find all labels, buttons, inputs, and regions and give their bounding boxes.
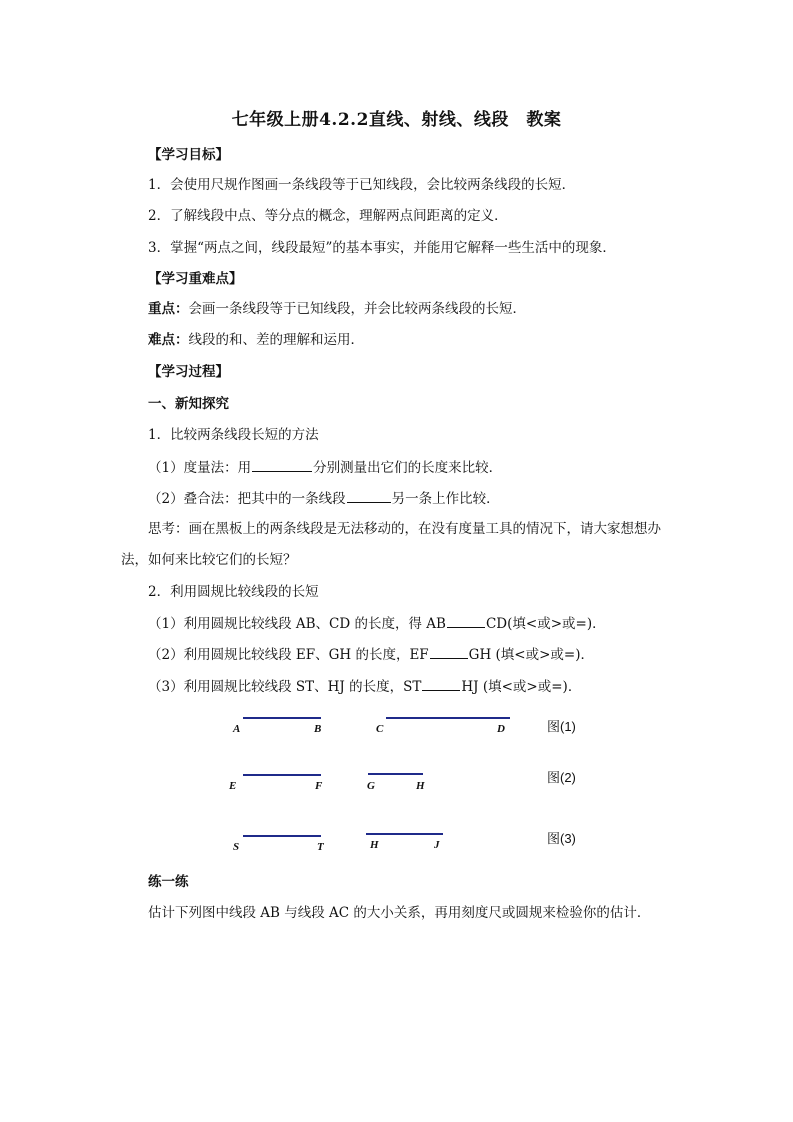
diff-label: 难点： bbox=[148, 332, 189, 348]
item-2: 2．利用圆规比较线段的长短 bbox=[148, 584, 319, 600]
overlap-text-a: （2）叠合法：把其中的一条线段 bbox=[148, 491, 346, 507]
label-d: D bbox=[497, 723, 505, 735]
page-title: 七年级上册4.2.2直线、射线、线段 教案 bbox=[231, 110, 562, 130]
c2-text-b: GH (填<或>或=)． bbox=[468, 647, 594, 663]
label-c: C bbox=[376, 723, 384, 735]
goal-2: 2．了解线段中点、等分点的概念，理解两点间距离的定义． bbox=[148, 208, 508, 224]
practice-text: 估计下列图中线段 AB 与线段 AC 的大小关系，再用刻度尺或圆规来检验你的估计． bbox=[148, 905, 651, 921]
diff-text: 线段的和、差的理解和运用． bbox=[188, 332, 364, 348]
practice-heading: 练一练 bbox=[148, 874, 189, 890]
goal-1: 1．会使用尺规作图画一条线段等于已知线段，会比较两条线段的长短． bbox=[148, 177, 576, 193]
process-heading: 【学习过程】 bbox=[148, 364, 229, 380]
key-heading: 【学习重难点】 bbox=[148, 271, 243, 287]
measure-text-b: 分别测量出它们的长度来比较． bbox=[313, 460, 503, 476]
c2-text-a: （2）利用圆规比较线段 EF、GH 的长度，EF bbox=[148, 647, 429, 663]
overlap-text-b: 另一条上作比较． bbox=[391, 491, 500, 507]
think-line-2: 法，如何来比较它们的长短？ bbox=[121, 552, 297, 568]
figure-3-caption: 图(3) bbox=[547, 831, 576, 846]
part-one-heading: 一、新知探究 bbox=[148, 396, 229, 412]
label-f: F bbox=[315, 780, 323, 792]
label-e: E bbox=[229, 780, 237, 792]
figure-1-caption: 图(1) bbox=[547, 719, 576, 734]
key-text: 会画一条线段等于已知线段，并会比较两条线段的长短． bbox=[188, 301, 526, 317]
label-t: T bbox=[317, 841, 324, 853]
think-line-1: 思考：画在黑板上的两条线段是无法移动的，在没有度量工具的情况下，请大家想想办 bbox=[148, 521, 661, 537]
item-1: 1．比较两条线段长短的方法 bbox=[148, 427, 319, 443]
label-s: S bbox=[233, 841, 240, 853]
c1-text-a: （1）利用圆规比较线段 AB、CD 的长度，得 AB bbox=[148, 616, 446, 632]
label-h2: H bbox=[370, 839, 379, 851]
c3-text-a: （3）利用圆规比较线段 ST、HJ 的长度，ST bbox=[148, 679, 422, 695]
label-b: B bbox=[314, 723, 322, 735]
label-j: J bbox=[434, 839, 440, 851]
c1-text-b: CD(填<或>或=)． bbox=[485, 616, 606, 632]
measure-text-a: （1）度量法：用 bbox=[148, 460, 252, 476]
goals-heading: 【学习目标】 bbox=[148, 147, 229, 163]
label-g: G bbox=[367, 780, 375, 792]
goal-3: 3．掌握“两点之间，线段最短”的基本事实，并能用它解释一些生活中的现象． bbox=[148, 240, 616, 256]
c3-text-b: HJ (填<或>或=)． bbox=[461, 679, 582, 695]
label-h: H bbox=[416, 780, 425, 792]
key-label: 重点： bbox=[148, 301, 189, 317]
label-a: A bbox=[233, 723, 241, 735]
figure-2-caption: 图(2) bbox=[547, 770, 576, 785]
